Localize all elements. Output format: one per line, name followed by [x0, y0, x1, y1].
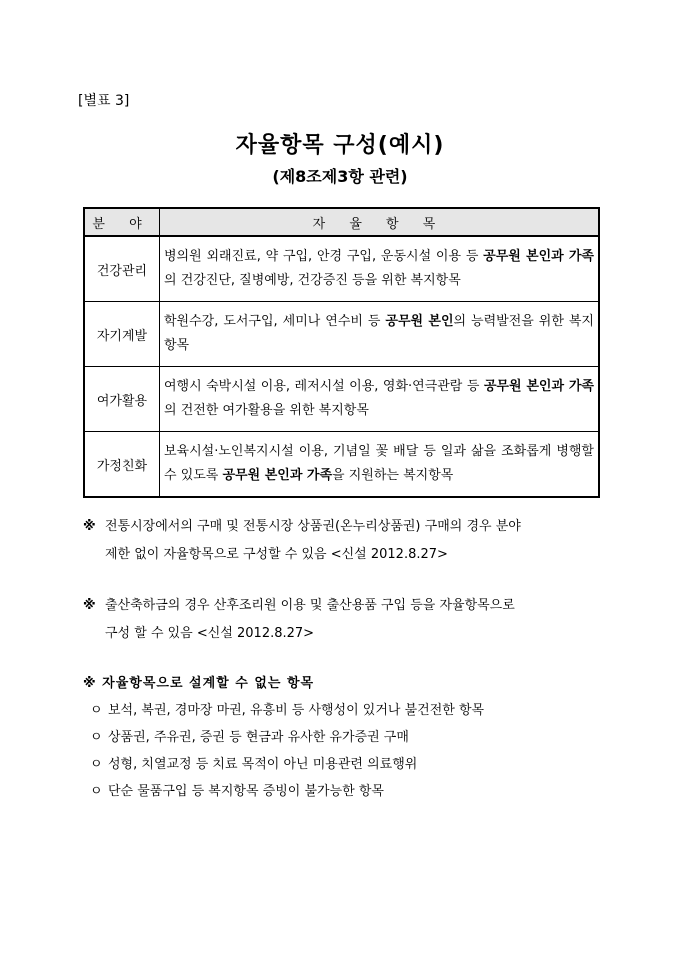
header-field: 분 야: [84, 208, 160, 236]
document-title: 자율항목 구성(예시): [235, 133, 445, 158]
list-item: [90, 697, 484, 724]
note-traditional-market: [83, 513, 603, 569]
list-item-text: 단순 물품구입 등 복지항목 증빙이 불가능한 항목: [108, 784, 384, 799]
note-line: 출산축하금의 경우 산후조리원 이용 및 출산용품 구입 등을 자율항목으로: [105, 598, 515, 613]
row-description: [160, 367, 600, 432]
desc-emphasis: 공무원 본인: [385, 314, 454, 329]
exclusions-heading: ※ 자율항목으로 설계할 수 없는 항목: [83, 676, 315, 691]
desc-text: 보육시설·노인복지시설 이용, 기념일 꽃 배달 등 일과 삶을 조화롭게 병행할 수 있도록: [164, 444, 594, 483]
bullet-circle: ㅇ: [90, 703, 103, 718]
bullet-circle: ㅇ: [90, 784, 103, 799]
desc-text: 학원수강, 도서구입, 세미나 연수비 등: [164, 314, 386, 329]
note-childbirth: [83, 592, 603, 648]
header-items: 자 율 항 목: [160, 208, 600, 236]
annex-label: [별표 3]: [78, 93, 130, 109]
bullet-circle: ㅇ: [90, 730, 103, 745]
desc-text: 여행시 숙박시설 이용, 레저시설 이용, 영화·연극관람 등: [164, 379, 484, 394]
list-item: [90, 724, 484, 751]
desc-emphasis: 공무원 본인과 가족: [222, 468, 333, 483]
note-line: 제한 없이 자율항목으로 구성할 수 있음 <신설 2012.8.27>: [105, 547, 448, 562]
desc-text: 의 건전한 여가활용을 위한 복지항목: [164, 403, 369, 418]
desc-emphasis: 공무원 본인과 가족: [483, 249, 594, 264]
row-category: 건강관리: [84, 236, 160, 302]
list-item-text: 성형, 치열교정 등 치료 목적이 아닌 미용관련 의료행위: [108, 757, 418, 772]
list-item: [90, 751, 484, 778]
desc-text: 을 지원하는 복지항목: [332, 468, 454, 483]
bullet-circle: ㅇ: [90, 757, 103, 772]
exclusions-list: [90, 697, 484, 805]
note-mark: ※: [83, 519, 96, 534]
note-line: 전통시장에서의 구매 및 전통시장 상품권(온누리상품권) 구매의 경우 분야: [105, 519, 521, 534]
list-item-text: 상품권, 주유권, 증권 등 현금과 유사한 유가증권 구매: [108, 730, 409, 745]
note-line: 구성 할 수 있음 <신설 2012.8.27>: [105, 626, 315, 641]
desc-emphasis: 공무원 본인과 가족: [483, 379, 594, 394]
table-row: [84, 367, 599, 432]
note-mark: ※: [83, 598, 96, 613]
row-description: [160, 236, 600, 302]
desc-text: 의 건강진단, 질병예방, 건강증진 등을 위한 복지항목: [164, 273, 461, 288]
desc-text: 병의원 외래진료, 약 구입, 안경 구입, 운동시설 이용 등: [164, 249, 484, 264]
list-item-text: 보석, 복권, 경마장 마권, 유흥비 등 사행성이 있거나 불건전한 항목: [108, 703, 485, 718]
row-category: 여가활용: [84, 367, 160, 432]
row-category: 자기계발: [84, 302, 160, 367]
document-subtitle: (제8조제3항 관련): [272, 167, 408, 186]
desc-text: 의 능력발전을 위한 복지항목: [164, 314, 594, 353]
items-table: [83, 207, 600, 498]
row-description: [160, 302, 600, 367]
list-item: [90, 778, 484, 805]
table-header-row: [84, 208, 599, 236]
row-category: 가정친화: [84, 432, 160, 498]
table-row: [84, 302, 599, 367]
table-row: [84, 432, 599, 498]
row-description: [160, 432, 600, 498]
table-row: [84, 236, 599, 302]
